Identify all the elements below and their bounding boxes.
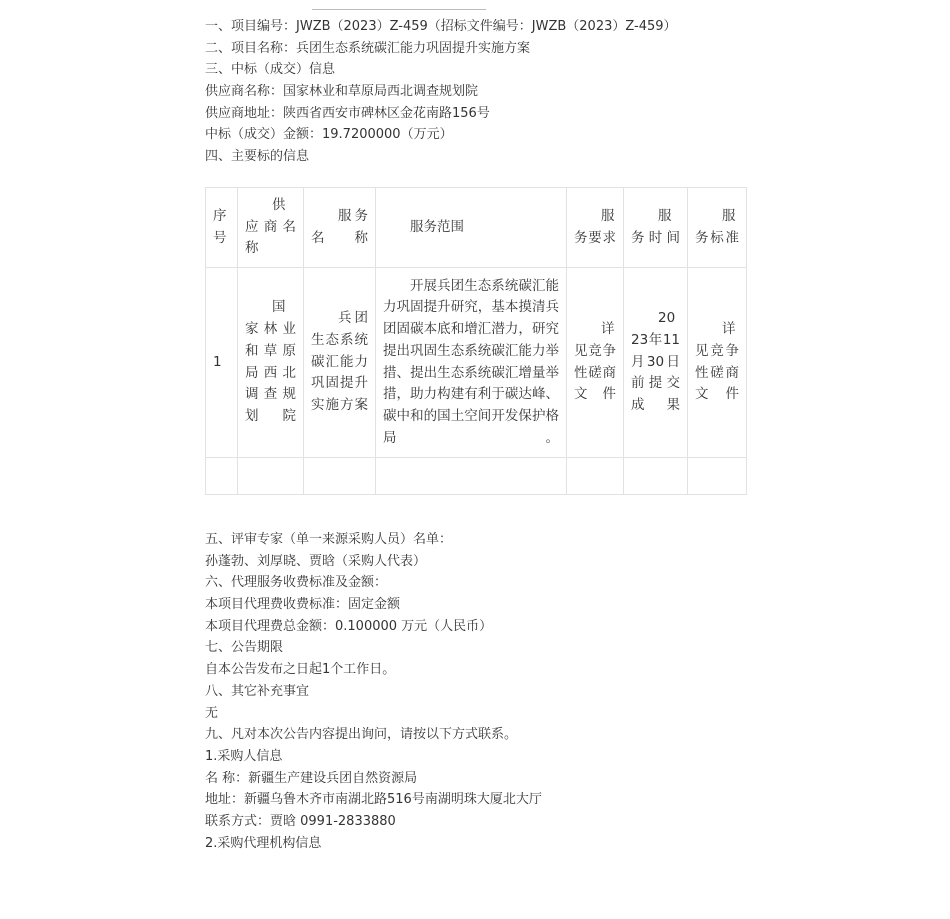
experts-list: 孙蓬勃、刘厚晓、贾晗（采购人代表）: [205, 553, 427, 569]
cell-service-name: 兵团生态系统碳汇能力巩固提升实施方案: [304, 268, 376, 458]
award-amount: 中标（成交）金额：19.7200000（万元）: [205, 127, 453, 143]
empty-cell: [567, 458, 624, 495]
cell-supplier: 国家林业和草原局西北调查规划院: [238, 268, 304, 458]
purchaser-heading: 1.采购人信息: [205, 748, 283, 764]
top-divider: [312, 9, 486, 10]
cell-service-requirement: 详见竞争性磋商文件: [567, 268, 624, 458]
header-service-requirement: 服务要求: [567, 188, 624, 268]
empty-cell: [304, 458, 376, 495]
empty-cell: [238, 458, 304, 495]
fee-heading: 六、代理服务收费标准及金额：: [205, 575, 388, 591]
header-service-standard: 服务标准: [688, 188, 747, 268]
header-seq: 序号: [206, 188, 238, 268]
empty-cell: [624, 458, 688, 495]
cell-service-scope: 开展兵团生态系统碳汇能力巩固提升研究，基本摸清兵团固碳本底和增汇潜力，研究提出巩固生态系统碳汇能力举措、提出生态系统碳汇增量举措，助力构建有利于碳达峰、碳中和的国土空间开发保护格局。: [376, 268, 567, 458]
table-row: [206, 268, 747, 458]
project-name: 二、项目名称：兵团生态系统碳汇能力巩固提升实施方案: [205, 40, 531, 56]
empty-cell: [688, 458, 747, 495]
empty-cell: [206, 458, 238, 495]
experts-heading: 五、评审专家（单一来源采购人员）名单：: [205, 532, 453, 547]
agency-heading: 2.采购代理机构信息: [205, 835, 322, 851]
main-items-table: [205, 187, 747, 495]
items-heading: 四、主要标的信息: [205, 149, 310, 165]
purchaser-name: 名 称：新疆生产建设兵团自然资源局: [205, 770, 418, 786]
purchaser-address: 地址：新疆乌鲁木齐市南湖北路516号南湖明珠大厦北大厅: [205, 792, 542, 808]
contact-heading: 九、凡对本次公告内容提出询问，请按以下方式联系。: [205, 727, 518, 743]
cell-seq: 1: [206, 268, 238, 458]
other-heading: 八、其它补充事宜: [205, 683, 310, 699]
empty-cell: [376, 458, 567, 495]
other-text: 无: [205, 705, 219, 721]
table-row: [206, 458, 747, 495]
cell-service-standard: 详见竞争性磋商文件: [688, 268, 747, 458]
purchaser-contact: 联系方式：贾晗 0991-2833880: [205, 813, 396, 829]
fee-total: 本项目代理费总金额：0.100000 万元（人民币）: [205, 618, 493, 634]
award-info-section: [205, 16, 765, 168]
header-service-scope: 服务范围: [376, 188, 567, 268]
period-heading: 七、公告期限: [205, 640, 284, 656]
award-heading: 三、中标（成交）信息: [205, 62, 336, 78]
cell-service-time: 2023年11月30日前提交成果: [624, 268, 688, 458]
header-supplier: 供应商名称: [238, 188, 304, 268]
period-text: 自本公告发布之日起1个工作日。: [205, 662, 396, 678]
project-number: 一、项目编号：JWZB（2023）Z-459（招标文件编号：JWZB（2023）Z-459）: [205, 19, 677, 34]
supplier-address: 供应商地址：陕西省西安市碑林区金花南路156号: [205, 105, 490, 121]
header-service-time: 服务时间: [624, 188, 688, 268]
table-header-row: [206, 188, 747, 268]
supplier-name: 供应商名称：国家林业和草原局西北调查规划院: [205, 84, 479, 100]
notice-details-section: [205, 529, 765, 854]
fee-standard: 本项目代理费收费标准：固定金额: [205, 597, 401, 613]
header-service-name: 服务名称: [304, 188, 376, 268]
